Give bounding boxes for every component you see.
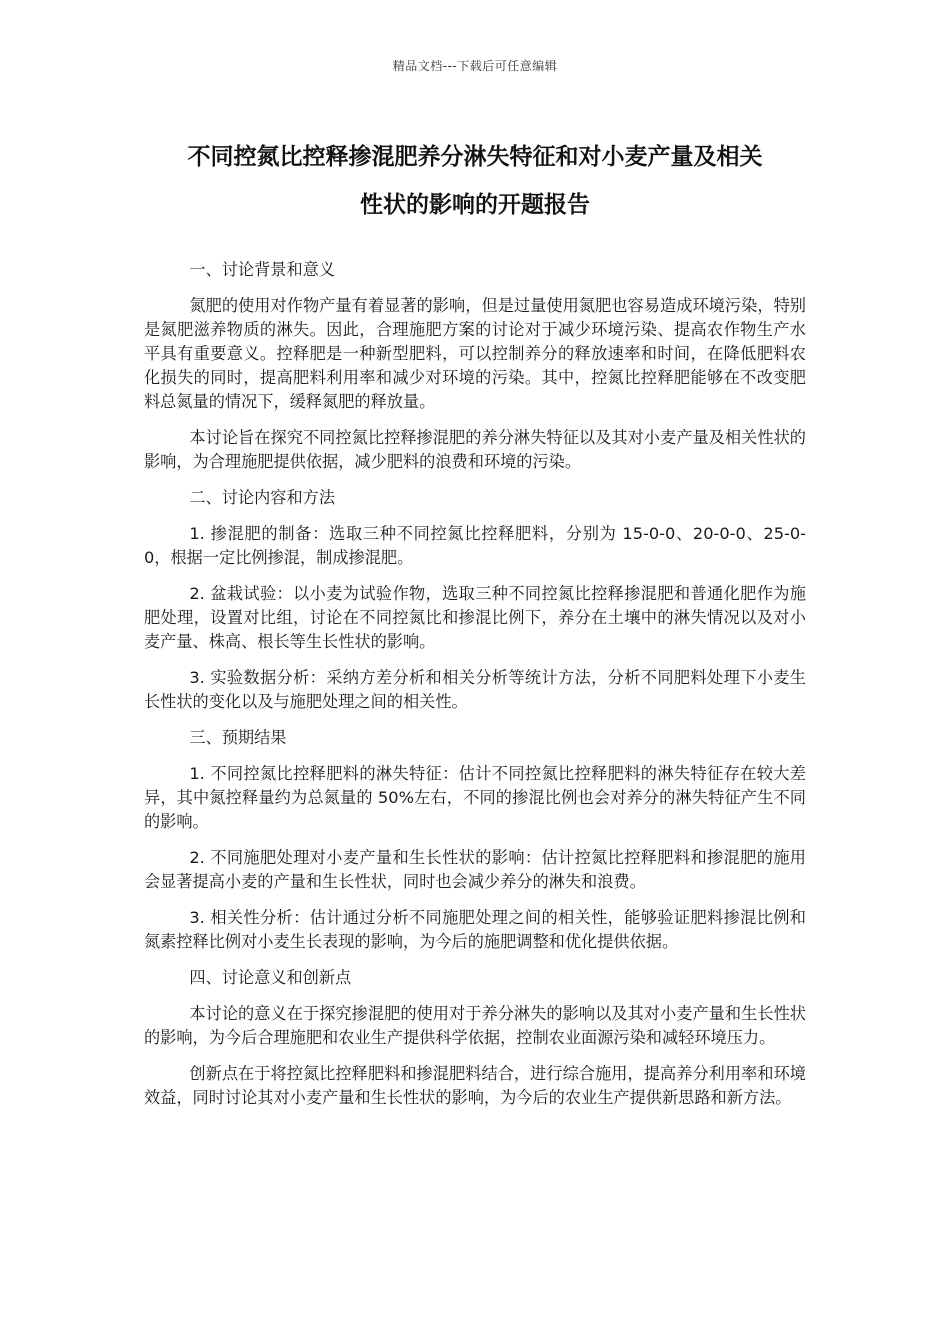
document-title — [145, 133, 805, 229]
section-content-methods — [144, 486, 806, 714]
title-line-1: 不同控氮比控释掺混肥养分淋失特征和对小麦产量及相关 — [187, 144, 763, 170]
paragraph: 本讨论旨在探究不同控氮比控释掺混肥的养分淋失特征以及其对小麦产量及相关性状的影响，为合理施肥提供依据，减少肥料的浪费和环境的污染。 — [144, 428, 806, 471]
section-heading: 二、讨论内容和方法 — [189, 488, 336, 507]
paragraph: 本讨论的意义在于探究掺混肥的使用对于养分淋失的影响以及其对小麦产量和生长性状的影响，为今后合理施肥和农业生产提供科学依据，控制农业面源污染和减轻环境压力。 — [144, 1004, 806, 1047]
header-note: 精品文档---下载后可任意编辑 — [392, 59, 558, 73]
section-expected-results — [144, 726, 806, 954]
section-heading: 三、预期结果 — [189, 728, 287, 747]
paragraph: 2. 不同施肥处理对小麦产量和生长性状的影响：估计控氮比控释肥料和掺混肥的施用会显著提高小麦的产量和生长性状，同时也会减少养分的淋失和浪费。 — [144, 848, 806, 891]
section-heading: 四、讨论意义和创新点 — [189, 968, 352, 987]
paragraph: 氮肥的使用对作物产量有着显著的影响，但是过量使用氮肥也容易造成环境污染，特别是氮肥滋养物质的淋失。因此，合理施肥方案的讨论对于减少环境污染、提高农作物生产水平具有重要意义。控释肥是一种新型肥料，可以控制养分的释放速率和时间，在降低肥料农化损失的同时，提高肥料利用率和减少对环境的污染。其中，控氮比控释肥能够在不改变肥料总氮量的情况下，缓释氮肥的释放量。 — [144, 296, 806, 411]
paragraph: 1. 不同控氮比控释肥料的淋失特征：估计不同控氮比控释肥料的淋失特征存在较大差异，其中氮控释量约为总氮量的 50%左右，不同的掺混比例也会对养分的淋失特征产生不同的影响。 — [144, 764, 806, 831]
paragraph: 2. 盆栽试验：以小麦为试验作物，选取三种不同控氮比控释掺混肥和普通化肥作为施肥处理，设置对比组，讨论在不同控氮比和掺混比例下，养分在土壤中的淋失情况以及对小麦产量、株高、根长等生长性状的影响。 — [144, 584, 806, 651]
section-heading: 一、讨论背景和意义 — [189, 260, 336, 279]
section-significance — [144, 966, 806, 1110]
section-background — [144, 258, 806, 474]
document-body — [144, 258, 806, 1122]
paragraph: 3. 相关性分析：估计通过分析不同施肥处理之间的相关性，能够验证肥料掺混比例和氮素控释比例对小麦生长表现的影响，为今后的施肥调整和优化提供依据。 — [144, 908, 806, 951]
paragraph: 3. 实验数据分析：采纳方差分析和相关分析等统计方法，分析不同肥料处理下小麦生长性状的变化以及与施肥处理之间的相关性。 — [144, 668, 806, 711]
paragraph: 1. 掺混肥的制备：选取三种不同控氮比控释肥料，分别为 15-0-0、20-0-0、25-0-0，根据一定比例掺混，制成掺混肥。 — [144, 524, 806, 567]
title-line-2: 性状的影响的开题报告 — [360, 192, 590, 218]
paragraph: 创新点在于将控氮比控释肥料和掺混肥料结合，进行综合施用，提高养分利用率和环境效益，同时讨论其对小麦产量和生长性状的影响，为今后的农业生产提供新思路和新方法。 — [144, 1064, 806, 1107]
